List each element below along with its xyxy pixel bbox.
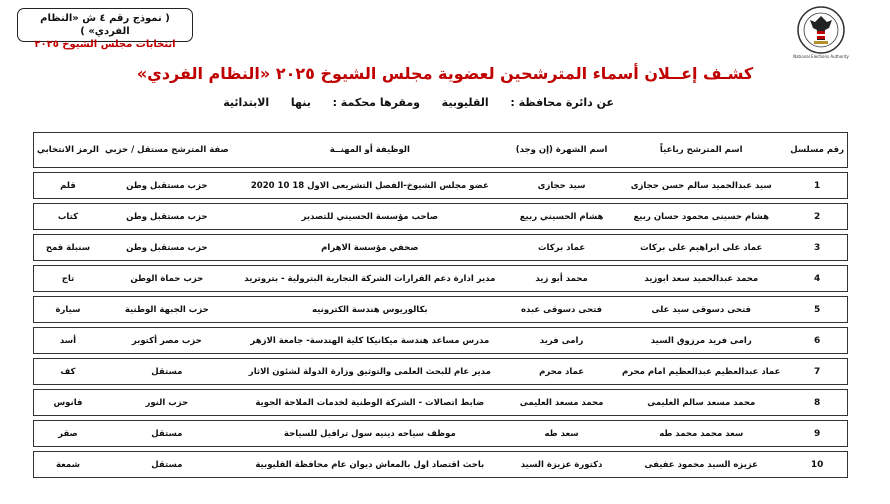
court-name: بنها [290, 96, 311, 109]
header-symbol: الرمز الانتخابي [33, 132, 102, 168]
row-candidate-type: حزب مستقبل وطن [102, 172, 232, 199]
row-candidate-type: حزب النور [102, 389, 232, 416]
row-serial: 6 [787, 327, 848, 354]
table-row [33, 203, 848, 230]
row-candidate-type: حزب مستقبل وطن [102, 234, 232, 261]
row-candidate-name: فتحى دسوقى سيد على [615, 296, 787, 323]
table-row [33, 296, 848, 323]
header-candidate-name: اسم المترشح رباعياً [615, 132, 787, 168]
row-job: مدير عام للبحث العلمى والتوثيق وزارة الدولة لشئون الاثار [232, 358, 508, 385]
candidates-table [33, 128, 848, 482]
row-job: صاحب مؤسسة الحسيني للتصدير [232, 203, 508, 230]
row-job: بكالوريوس هندسة الكترونيه [232, 296, 508, 323]
district-subtitle [223, 96, 614, 109]
table-row [33, 358, 848, 385]
row-serial: 5 [787, 296, 848, 323]
row-symbol: سيارة [33, 296, 102, 323]
row-symbol: صقر [33, 420, 102, 447]
table-row [33, 265, 848, 292]
row-job: ضابط اتصالات - الشركة الوطنية لخدمات الملاحة الجوية [232, 389, 508, 416]
form-number-box [17, 8, 193, 50]
row-serial: 10 [787, 451, 848, 478]
row-symbol: قلم [33, 172, 102, 199]
row-job: عضو مجلس الشيوخ-الفصل التشريعى الاول 18 10 2020 [232, 172, 508, 199]
table-row [33, 420, 848, 447]
court-type: الابتدائية [223, 96, 270, 109]
row-candidate-name: عماد على ابراهيم على بركات [615, 234, 787, 261]
row-symbol: شمعة [33, 451, 102, 478]
row-candidate-name: هشام حسينى محمود حسان ربيع [615, 203, 787, 230]
row-job: مدير ادارة دعم القرارات الشركة التجارية البترولية - بتروتريد [232, 265, 508, 292]
row-candidate-type: حزب مستقبل وطن [102, 203, 232, 230]
row-serial: 4 [787, 265, 848, 292]
row-candidate-name: سعد محمد محمد طه [615, 420, 787, 447]
row-candidate-name: رامى فريد مرزوق السيد [615, 327, 787, 354]
row-symbol: تاج [33, 265, 102, 292]
row-known-name: هشام الحسيني ربيع [508, 203, 615, 230]
row-candidate-type: مستقل [102, 358, 232, 385]
header-candidate-type: صفة المترشح مستقل / حزبي [102, 132, 232, 168]
row-known-name: سيد حجازى [508, 172, 615, 199]
table-row [33, 172, 848, 199]
row-candidate-name: محمد مسعد سالم العليمى [615, 389, 787, 416]
row-job: مدرس مساعد هندسة ميكانيكا كلية الهندسة- جامعة الازهر [232, 327, 508, 354]
row-known-name: رامى فريد [508, 327, 615, 354]
election-name-label: انتخابات مجلس الشيوخ ٢٠٢٥ [34, 39, 176, 50]
row-job: صحفي مؤسسة الاهرام [232, 234, 508, 261]
row-symbol: كتاب [33, 203, 102, 230]
row-candidate-name: سيد عبدالحميد سالم حسن حجازى [615, 172, 787, 199]
row-symbol: أسد [33, 327, 102, 354]
row-candidate-type: مستقل [102, 451, 232, 478]
row-known-name: عماد بركات [508, 234, 615, 261]
table-header-row [33, 132, 848, 168]
header-job: الوظيفة أو المهنــة [232, 132, 508, 168]
table-row [33, 389, 848, 416]
svg-text:National Elections Authority: National Elections Authority [793, 54, 849, 59]
row-symbol: فانوس [33, 389, 102, 416]
row-serial: 8 [787, 389, 848, 416]
row-known-name: دكتورة عزيزة السيد [508, 451, 615, 478]
candidates-table-wrapper [33, 132, 848, 482]
row-known-name: عماد محرم [508, 358, 615, 385]
table-row [33, 234, 848, 261]
row-known-name: محمد مسعد العليمى [508, 389, 615, 416]
row-serial: 3 [787, 234, 848, 261]
court-label: ومقرها محكمة : [332, 96, 420, 109]
row-serial: 7 [787, 358, 848, 385]
governorate-name: القليوبية [441, 96, 489, 109]
row-serial: 2 [787, 203, 848, 230]
row-candidate-type: مستقل [102, 420, 232, 447]
row-candidate-name: عماد عبدالعظيم عبدالعظيم امام محرم [615, 358, 787, 385]
row-candidate-type: حزب الجبهة الوطنية [102, 296, 232, 323]
row-serial: 1 [787, 172, 848, 199]
row-job: موظف سياحه دينيه سول ترافيل للسياحة [232, 420, 508, 447]
form-number-label: ( نموذج رقم ٤ ش «النظام الفردي» ) [40, 13, 170, 37]
table-row [33, 327, 848, 354]
national-elections-authority-logo-icon [793, 4, 849, 60]
header-serial: رقم مسلسل [787, 132, 848, 168]
row-symbol: كف [33, 358, 102, 385]
row-symbol: سنبلة قمح [33, 234, 102, 261]
row-candidate-type: حزب حماة الوطن [102, 265, 232, 292]
district-label: عن دائرة محافظة : [510, 96, 614, 109]
row-candidate-name: عزيزه السيد محمود عفيفى [615, 451, 787, 478]
row-serial: 9 [787, 420, 848, 447]
page-title: كشـف إعــلان أسماء المترشحين لعضوية مجلس الشيوخ ٢٠٢٥ «النظام الفردي» [136, 64, 754, 83]
row-candidate-type: حزب مصر أكتوبر [102, 327, 232, 354]
header-known-name: اسم الشهرة (إن وجد) [508, 132, 615, 168]
row-known-name: سعد طه [508, 420, 615, 447]
row-job: باحث اقتصاد اول بالمعاش ديوان عام محافظة القليوبية [232, 451, 508, 478]
row-candidate-name: محمد عبدالحميد سعد ابوزيد [615, 265, 787, 292]
row-known-name: فتحى دسوقى عبده [508, 296, 615, 323]
table-row [33, 451, 848, 478]
row-known-name: محمد أبو زيد [508, 265, 615, 292]
